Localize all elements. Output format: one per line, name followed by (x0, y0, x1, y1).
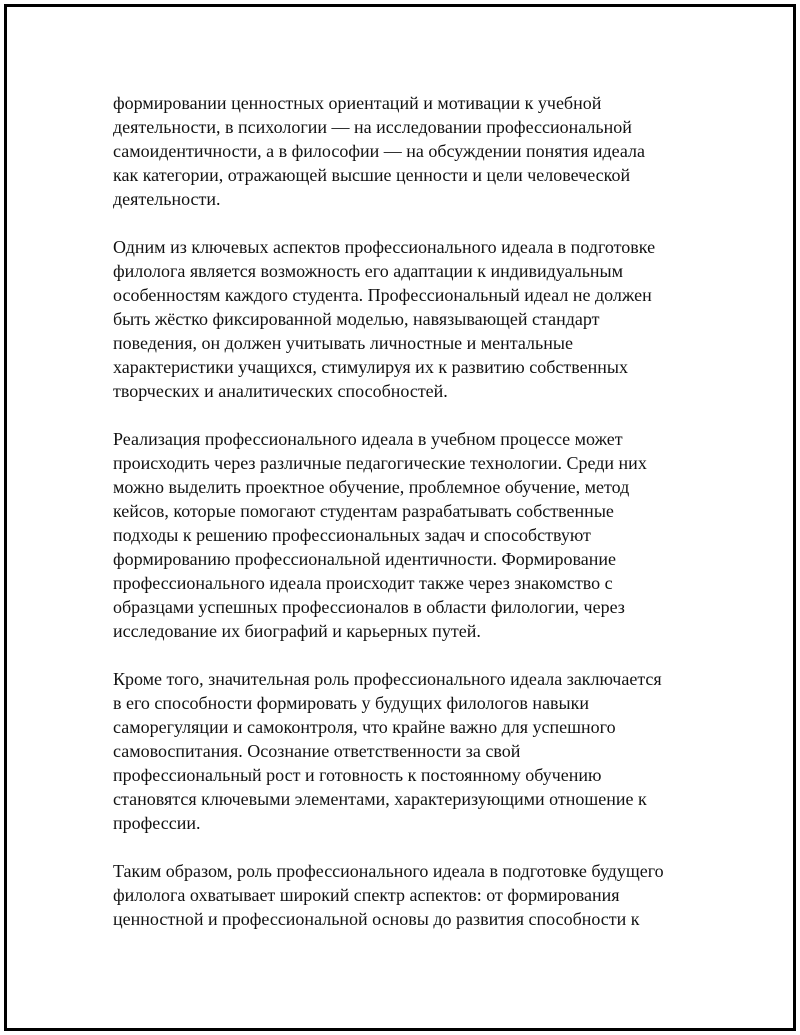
text-line: происходить через различные педагогические технологии. Среди них (113, 453, 647, 473)
text-line: Реализация профессионального идеала в учебном процессе может (113, 429, 623, 449)
text-line: формированию профессиональной идентичности. Формирование (113, 549, 616, 569)
text-line: ценностной и профессиональной основы до развития способности к (113, 909, 640, 929)
text-line: кейсов, которые помогают студентам разрабатывать собственные (113, 501, 614, 521)
text-line: Кроме того, значительная роль профессионального идеала заключается (113, 669, 662, 689)
text-line: деятельности. (113, 189, 221, 209)
text-line: в его способности формировать у будущих филологов навыки (113, 693, 590, 713)
text-line: поведения, он должен учитывать личностные и ментальные (113, 333, 573, 353)
text-line: профессии. (113, 813, 201, 833)
text-line: характеристики учащихся, стимулируя их к развитию собственных (113, 357, 628, 377)
paragraph (113, 235, 693, 403)
text-line: творческих и аналитических способностей. (113, 381, 448, 401)
text-line: исследование их биографий и карьерных путей. (113, 621, 481, 641)
text-line: профессиональный рост и готовность к постоянному обучению (113, 765, 602, 785)
text-line: деятельности, в психологии — на исследовании профессиональной (113, 117, 632, 137)
text-line: филолога охватывает широкий спектр аспектов: от формирования (113, 885, 620, 905)
text-line: самоидентичности, а в философии — на обсуждении понятия идеала (113, 141, 645, 161)
paragraph (113, 859, 693, 931)
text-line: формировании ценностных ориентаций и мотивации к учебной (113, 93, 602, 113)
text-line: можно выделить проектное обучение, проблемное обучение, метод (113, 477, 630, 497)
text-line: Одним из ключевых аспектов профессионального идеала в подготовке (113, 237, 656, 257)
text-line: быть жёстко фиксированной моделью, навязывающей стандарт (113, 309, 600, 329)
paragraph (113, 667, 693, 835)
text-line: Таким образом, роль профессионального идеала в подготовке будущего (113, 861, 664, 881)
paragraph (113, 427, 693, 643)
text-line: подходы к решению профессиональных задач и способствуют (113, 525, 591, 545)
text-line: профессионального идеала происходит также через знакомство с (113, 573, 613, 593)
text-line: образцами успешных профессионалов в области филологии, через (113, 597, 625, 617)
document-body (113, 91, 693, 955)
text-line: самовоспитания. Осознание ответственности за свой (113, 741, 521, 761)
text-line: саморегуляции и самоконтроля, что крайне важно для успешного (113, 717, 616, 737)
text-line: филолога является возможность его адаптации к индивидуальным (113, 261, 624, 281)
paragraph (113, 91, 693, 211)
text-line: особенностям каждого студента. Профессиональный идеал не должен (113, 285, 652, 305)
text-line: становятся ключевыми элементами, характеризующими отношение к (113, 789, 647, 809)
text-line: как категории, отражающей высшие ценности и цели человеческой (113, 165, 631, 185)
